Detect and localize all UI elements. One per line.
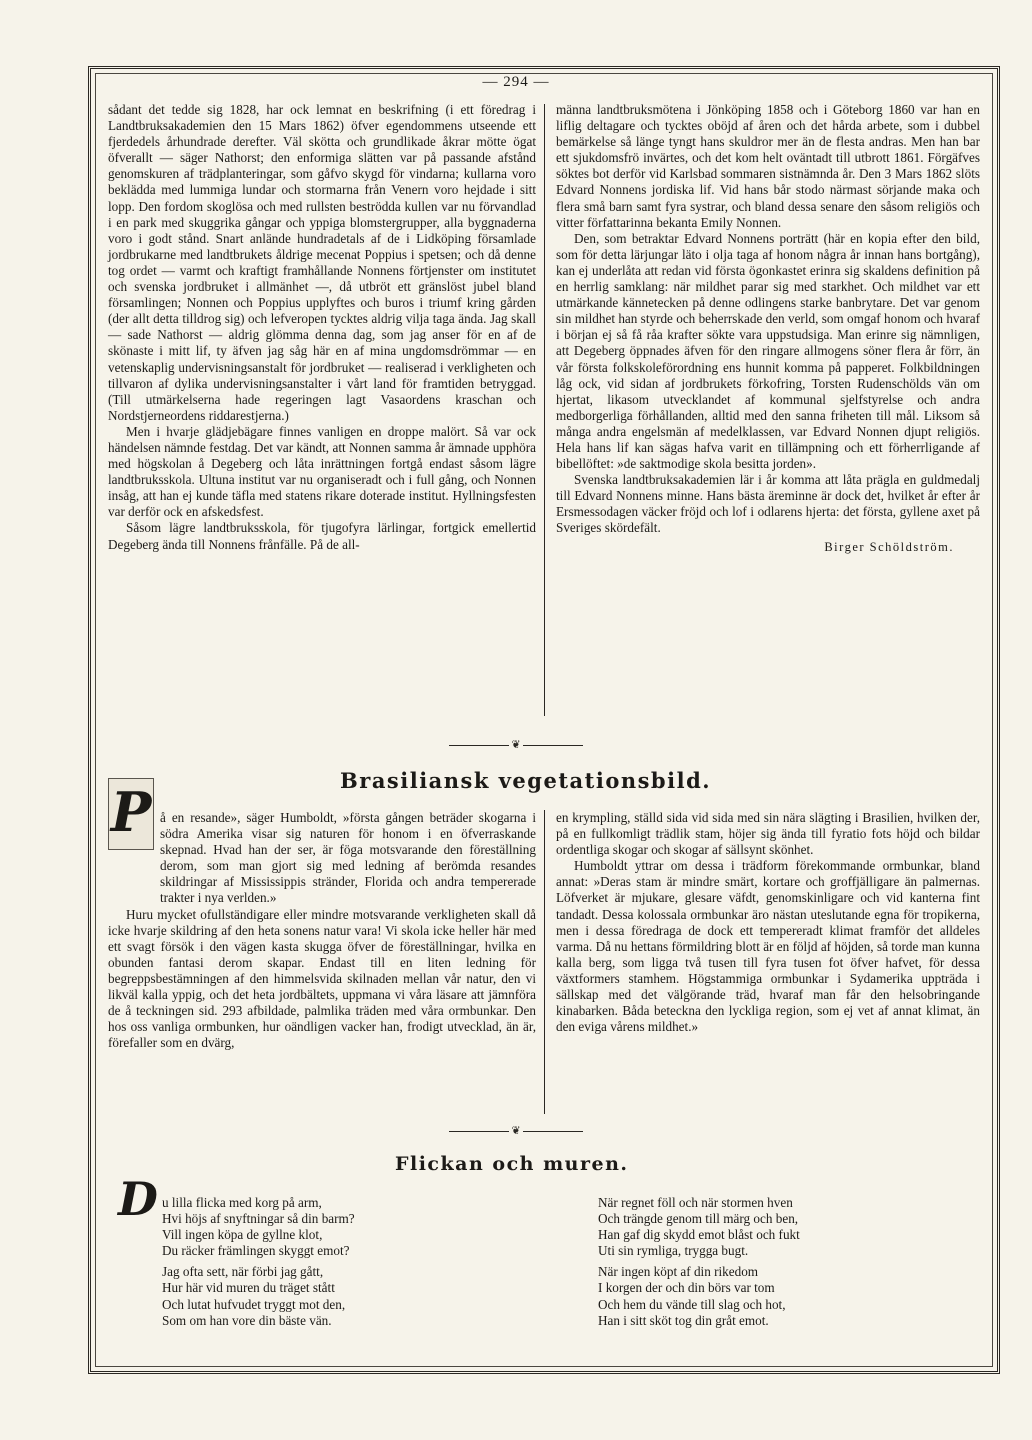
ornament-line (523, 1131, 583, 1132)
page-number: — 294 — (482, 74, 550, 90)
article2-left-column (108, 810, 536, 1051)
poem-line: Hvi höjs af snyftningar så din barm? (162, 1211, 355, 1227)
article1-paragraph: Den, som betraktar Edvard Nonnens porträtt (här en kopia efter den bild, som för detta lärjungar läto i olja taga af honom några år innan hans bortgång), kan ej underlåta att redan vid första ögonkastet erinra sig skaldens definition på en herrlig samklang: när mildhet parar sig med starkhet. Och mildhet var ett utmärkande kännetecken på denne odlingens starke banbrytare. Det var genom sin mildhet han styrde och beherrskade den verld, som omgaf honom och hvaraf i början ej så få råa krafter sökte vara uppstudsiga. Man erinre sig nämnligen, att Degeberg öppnades äfven för den ringare allmogens söner flera år förr, än vår första folkskoleförordning ens hunnit komma på papperet. Folkbildningen låg ock, vid sidan af jordbrukets förkofring, Torsten Rudenschölds vän om hjertat, likasom utvecklandet af kommunal sjelfstyrelse och andra medborgerliga förhållanden, alltid med den sanna friheten till mål. Liksom så många andra engelsmän af medelklassen, var Edvard Nonnen djupt religiös. Hela hans lif kan sägas hafva varit en tillämpning och ett förherrligande af bibellöftet: »de saktmodige skola besitta jorden». (556, 230, 980, 472)
poem-stanza (162, 1195, 355, 1259)
poem-line: Och trängde genom till märg och ben, (598, 1211, 799, 1227)
section-ornament (0, 1124, 1032, 1137)
poem-line: Uti sin rymliga, trygga bugt. (598, 1243, 749, 1259)
article2-paragraph: Huru mycket ofullständigare eller mindre motsvarande verkligheten skall då icke hvarje skildring af den heta sonens natur vara! Vi skola icke heller här med ett svagt försök i den vägen kasta skugga öfver de föreställningar, hvilka en obunden fantasi derom skapar. Endast till en liten ledning för begreppsbestämningen af den himmelsvida skilnaden mellan vår natur, den vi likväl kalla yppig, och det heta jordbältets, uppmana vi våra läsare att jämnföra de å teckningen sid. 293 afbildade, palmlika träden med våra ormbunkar. Den hos oss vanliga ormbunken, hur oändligen vacker han, frodigt utvecklad, än är, förefaller som en dvärg, (108, 906, 536, 1051)
ornament-line (449, 745, 509, 746)
poem-line: Och lutat hufvudet tryggt mot den, (162, 1296, 346, 1312)
article1-paragraph: männa landtbruksmötena i Jönköping 1858 och i Göteborg 1860 var han en liflig deltagare och tycktes oböjd af åren och det hårda arbete, som i dubbel bemärkelse så länge tyngt hans skuldror mer än de flesta andras. Men han bar ett sjukdomsfrö invärtes, och det kom helt oväntadt till utbrott 1861. Förgäfves söktes bot derför vid Karlsbad sommaren sistnämnda år. Den 3 Mars 1862 slöts Edvard Nonnens jordiska lif. Vid hans bår stodo närmast sörjande maka och flera små barn samt fyra systrar, och bland dessa senare den såsom religiös och vitter författarinna bekanta Emily Nonnen. (556, 102, 980, 230)
column-divider (544, 810, 545, 1114)
ornament-line (449, 1131, 509, 1132)
article2-right-column (556, 810, 980, 1035)
article2-paragraph: å en resande», säger Humboldt, »första gången beträder skogarna i södra Amerika visar sig naturen för honom i en öfverraskande skepnad. Hvad han der ser, är föga motsvarande den föreställning derom, som man gjort sig med ledning af berömda resandes skildringar af Mississippis stränder, Florida och andra tempererade trakter i nya verlden.» (160, 810, 536, 906)
poem-line: Han gaf dig skydd emot blåst och fukt (598, 1227, 800, 1243)
poem-title: Flickan och muren. (395, 1153, 629, 1175)
article1-paragraph: sådant det tedde sig 1828, har ock lemnat en beskrifning (i ett föredrag i Landtbruksakademien den 15 Mars 1862) öfver egendommens utseende ett fjerdedels århundrade derefter. Väl skötta och grundlikade åkrar mötte ögat öfverallt — säger Nathorst; den enformiga slätten var på passande afstånd genomskuren af trädplanteringar, som gåfvo skygd för vindarna; kullarna voro beklädda med lummiga lundar och stormarna från Venern voro hejdade i sitt lopp. Den fordom skoglösa och med rullsten beströdda kullen var nu förvandlad i en park med skuggrika gångar och yppiga blomstergrupper, alla byggnaderna voro i godt stånd. Snart anlände hundradetals af de i Lidköping församlade jordbrukarne med landtbrukets åldrige mecenat Poppius i spetsen; och då denne tog ordet — varmt och kraftigt framhållande Nonnens förtjenster om institutet och svenska jordbruket i allmänhet —, då utbröt ett gränslöst jubel bland församlingen; Nonnen och Poppius upplyftes och buros i triumf kring gården (der allt detta tilldrog sig) och lefveropen tycktes aldrig vilja taga ända. Jag skall — sade Nathorst — aldrig glömma denna dag, som jag anser för en af de skönaste i mitt lif, ty äfven jag såg här en af mina ungdomsdrömmar — en vetenskaplig undervisningsanstalt för jordbruket — realiserad i verkligheten och tillvaron af dylika undervisningsanstalter i vårt land för framtiden betryggad. (Till utmärkelserna hade regeringen lagt Vasaordens kraschan och Nordstjerneordens riddarestjerna.) (108, 102, 536, 423)
ornament-glyph: ❦ (508, 739, 524, 751)
ornament-glyph: ❦ (508, 1125, 524, 1137)
article1-left-column (108, 102, 536, 553)
poem-line: I korgen der och din börs var tom (598, 1280, 775, 1296)
poem-line: När regnet föll och när stormen hven (598, 1195, 793, 1210)
column-divider (544, 104, 545, 716)
poem-line: Vill ingen köpa de gyllne klot, (162, 1227, 323, 1243)
poem-left-column (162, 1195, 355, 1334)
article1-paragraph: Såsom lägre landtbruksskola, för tjugofyra lärlingar, fortgick emellertid Degeberg ända till Nonnens frånfälle. På de all- (108, 520, 536, 552)
poem-line: Du räcker främlingen skyggt emot? (162, 1243, 350, 1259)
poem-right-column (598, 1195, 800, 1334)
poem-line: Jag ofta sett, när förbi jag gått, (162, 1264, 324, 1280)
article2-paragraph: Humboldt yttrar om dessa i trädform förekommande ormbunkar, bland annat: »Deras stam är mindre smärt, kortare och groffjälligare än palmernas. Löfverket är mjukare, glesare väfdt, genomskinligare och vid kanterna fint tandadt. Dessa kolossala ormbunkar äro nästan uteslutande egna för tropikerna, men i dessa föredraga de dock ett tempereradt klimat framför det alldeles varma. Då nu hettans förmildring blott är en följd af höjden, så torde man kunna kalla berg, som ligga två tusen till fyra tusen fot öfver hafvet, för dessa växtformers stamhem. Högstammiga ormbunkar i Sydamerika uppträda i sällskap med det välgörande träd, hvaraf man får den helsobringande kinabarken. Båda beteckna den lyckliga region, som ej vet af annat klimat, än den eviga vårens mildhet.» (556, 858, 980, 1035)
poem-line: Som om han vore din bäste vän. (162, 1312, 332, 1328)
article2-paragraph: en krympling, ställd sida vid sida med sin nära slägting i Brasilien, hvilken der, på en fullkomligt trädlik stam, höjer sig ända till fyratio fots höjd och bildar ordentliga skogar och skogar af sällsynt skönhet. (556, 810, 980, 858)
poem-line: Han i sitt sköt tog din gråt emot. (598, 1312, 769, 1328)
article1-paragraph: Men i hvarje glädjebägare finnes vanligen en droppe malört. Så var ock händelsen nämnde festdag. Det var kändt, att Nonnen samma år ämnade upphöra med högskolan å Degeberg och låta inrättningen fortgå endast såsom lägre landtbruksskola. Ultuna institut var nu organiseradt och i full gång, och Nonnen insåg, att han ej kunde täfla med statens rikare doterade institut. Hyllningsfesten var derför ock en afskedsfest. (108, 423, 536, 520)
poem-line: Och hem du vände till slag och hot, (598, 1296, 786, 1312)
poem-stanza (598, 1195, 800, 1259)
poem-stanza (598, 1264, 800, 1328)
article2-title: Brasiliansk vegetationsbild. (340, 768, 712, 793)
poem-stanza (162, 1264, 355, 1328)
article1-paragraph: Svenska landtbruksakademien lär i år komma att låta prägla en guldmedalj till Edvard Nonnens minne. Hans bästa äreminne är dock det, hvilket år efter år Ersmessodagen väcker fröjd och lof i odlarens hjerta: det första, gyllene axet på Sveriges skördefält. (556, 472, 980, 536)
poem-line: u lilla flicka med korg på arm, (162, 1195, 322, 1210)
poem-line: Hur här vid muren du träget stått (162, 1280, 335, 1296)
article1-right-column (556, 102, 980, 555)
ornament-line (523, 745, 583, 746)
article2-dropcap: P (108, 778, 154, 850)
poem-line: När ingen köpt af din rikedom (598, 1264, 759, 1280)
author-signature: Birger Schöldström. (824, 539, 954, 554)
poem-dropcap: D (118, 1172, 158, 1226)
section-ornament (0, 738, 1032, 751)
